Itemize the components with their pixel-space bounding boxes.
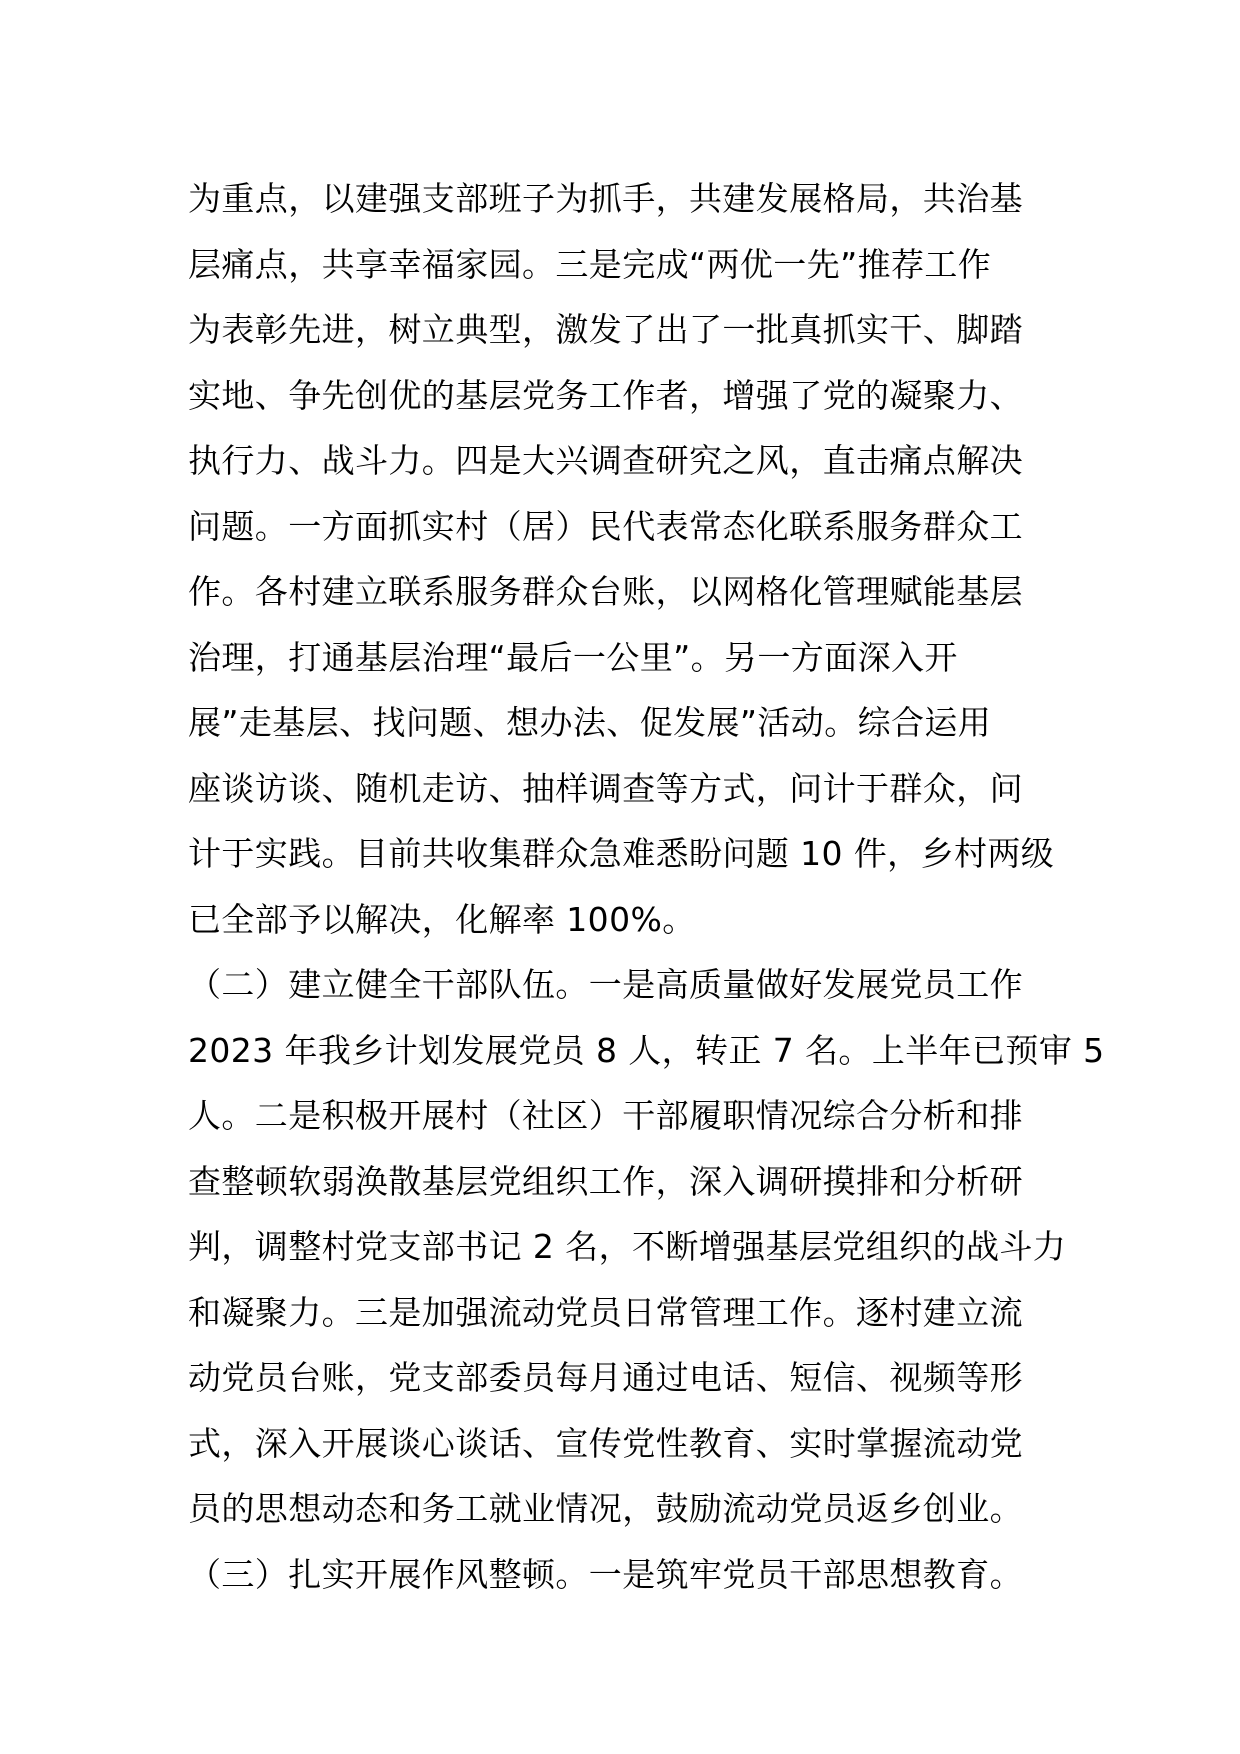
section-heading-line: （二）建立健全干部队伍。一是高质量做好发展党员工作	[188, 965, 1023, 1004]
text-line: 展”走基层、找问题、想办法、促发展”活动。综合运用	[188, 703, 992, 742]
text-line: 座谈访谈、随机走访、抽样调查等方式，问计于群众，问	[188, 768, 1023, 808]
text-line: 实地、争先创优的基层党务工作者，增强了党的凝聚力、	[188, 375, 1023, 415]
text-line: 动党员台账，党支部委员每月通过电话、短信、视频等形	[188, 1358, 1023, 1397]
text-line: 人。二是积极开展村（社区）干部履职情况综合分析和排	[188, 1096, 1023, 1135]
text-line: 计于实践。目前共收集群众急难悉盼问题 10 件，乡村两级	[188, 834, 1055, 873]
document-body	[188, 166, 1105, 1607]
text-line: 和凝聚力。三是加强流动党员日常管理工作。逐村建立流	[188, 1292, 1023, 1332]
text-line: 为重点，以建强支部班子为抓手，共建发展格局，共治基	[188, 179, 1023, 218]
text-line: 式，深入开展谈心谈话、宣传党性教育、实时掌握流动党	[188, 1423, 1023, 1463]
text-line: 问题。一方面抓实村（居）民代表常态化联系服务群众工	[188, 506, 1023, 546]
text-line: 治理，打通基层治理“最后一公里”。另一方面深入开	[188, 637, 958, 677]
text-line: 查整顿软弱涣散基层党组织工作，深入调研摸排和分析研	[188, 1161, 1023, 1201]
text-line: 为表彰先进，树立典型，激发了出了一批真抓实干、脚踏	[188, 310, 1023, 349]
text-line: 层痛点，共享幸福家园。三是完成“两优一先”推荐工作	[188, 244, 992, 284]
text-line: 已全部予以解决，化解率 100%。	[188, 899, 696, 939]
section-heading-line: （三）扎实开展作风整顿。一是筑牢党员干部思想教育。	[188, 1554, 1023, 1594]
text-line: 执行力、战斗力。四是大兴调查研究之风，直击痛点解决	[188, 441, 1023, 480]
text-line: 判，调整村党支部书记 2 名，不断增强基层党组织的战斗力	[188, 1227, 1067, 1266]
text-line: 2023 年我乡计划发展党员 8 人，转正 7 名。上半年已预审 5	[188, 1030, 1105, 1070]
text-line: 作。各村建立联系服务群众台账，以网格化管理赋能基层	[188, 572, 1023, 611]
text-line: 员的思想动态和务工就业情况，鼓励流动党员返乡创业。	[188, 1489, 1023, 1528]
